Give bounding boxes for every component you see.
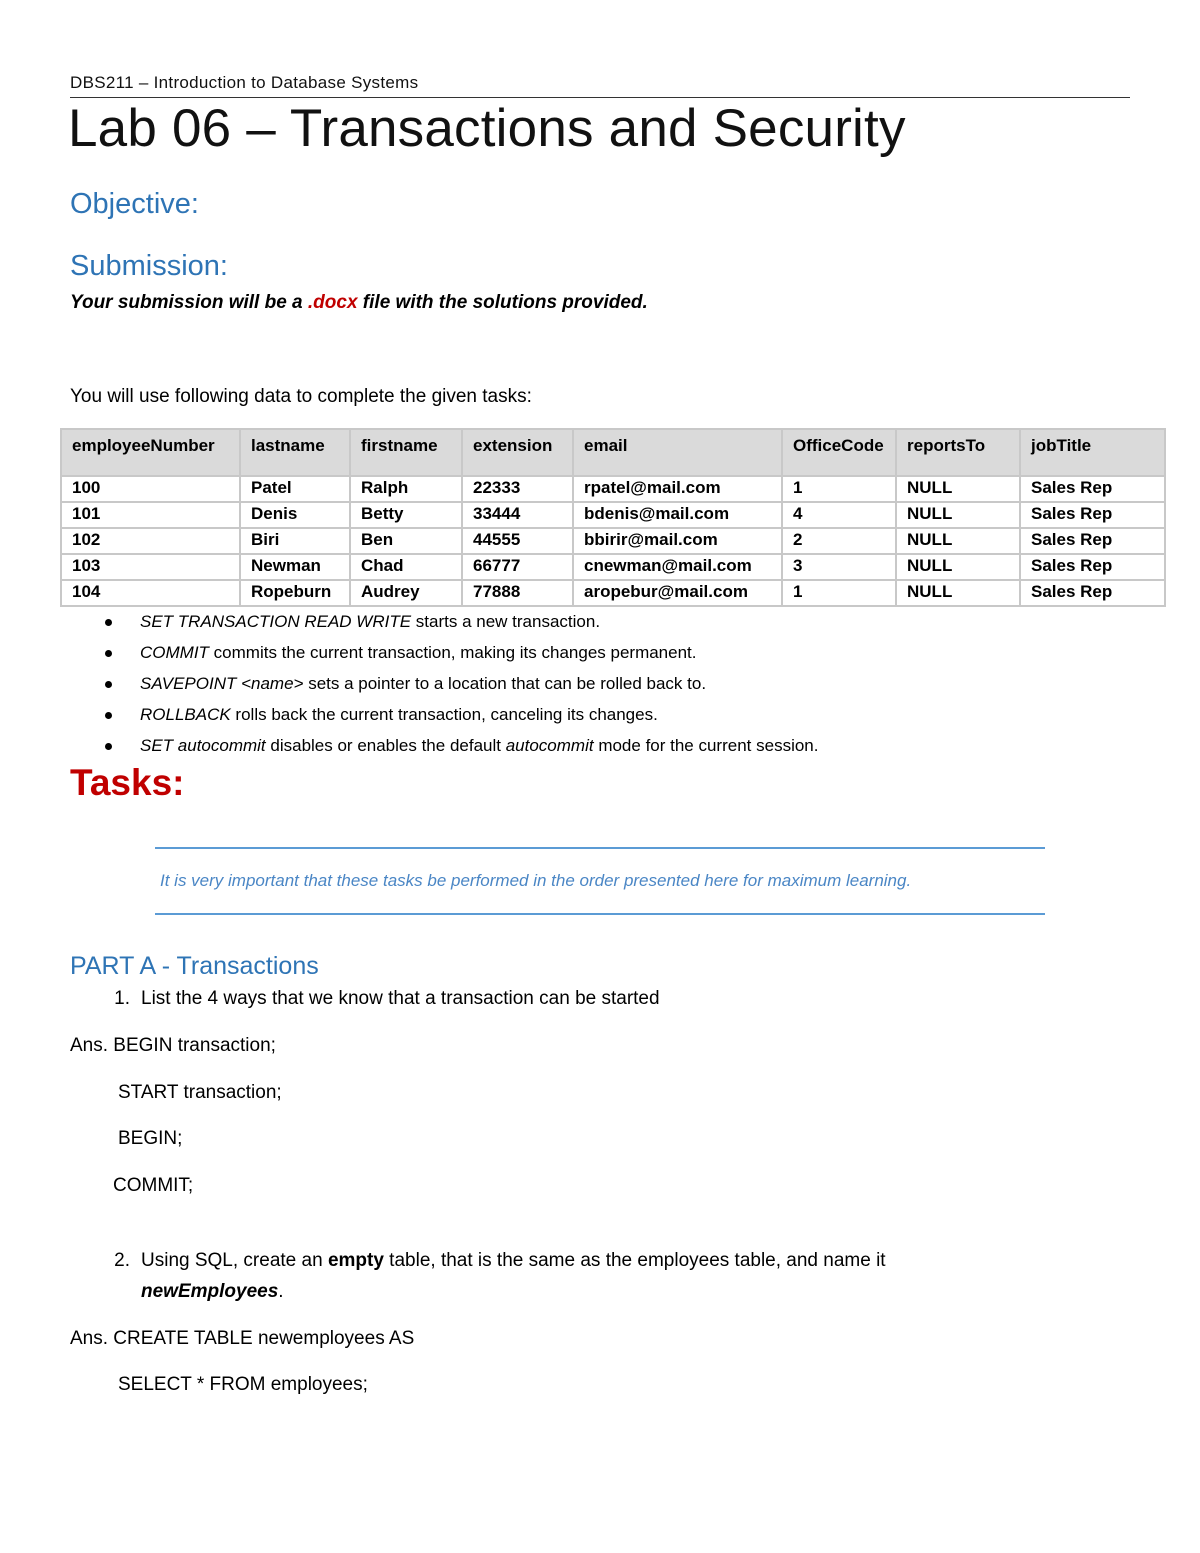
column-header: lastname xyxy=(240,429,350,476)
bullet-icon xyxy=(105,681,112,688)
question-text-part: Using SQL, create an xyxy=(141,1250,328,1271)
submission-note-suffix: file with the solutions provided. xyxy=(357,292,648,313)
command-description: disables or enables the default xyxy=(265,736,506,755)
table-cell: bdenis@mail.com xyxy=(573,502,782,528)
table-cell: 33444 xyxy=(462,502,573,528)
employees-table xyxy=(60,428,1166,607)
list-item xyxy=(100,608,818,639)
column-header: reportsTo xyxy=(896,429,1020,476)
command-description: commits the current transaction, making its changes permanent. xyxy=(208,643,697,662)
list-item xyxy=(100,701,818,732)
table-row xyxy=(61,580,1165,606)
table-cell: NULL xyxy=(896,476,1020,502)
table-cell: Sales Rep xyxy=(1020,502,1165,528)
table-cell: Sales Rep xyxy=(1020,476,1165,502)
tasks-heading: Tasks: xyxy=(70,762,185,803)
question-text xyxy=(141,1250,886,1272)
table-cell: NULL xyxy=(896,554,1020,580)
table-cell: cnewman@mail.com xyxy=(573,554,782,580)
table-name-emphasis: newEmployees xyxy=(141,1281,279,1302)
answer-line: START transaction; xyxy=(118,1082,282,1103)
table-cell: aropebur@mail.com xyxy=(573,580,782,606)
part-a-heading: PART A - Transactions xyxy=(70,952,319,980)
table-cell: NULL xyxy=(896,580,1020,606)
table-cell: 2 xyxy=(782,528,896,554)
question-number: 1. xyxy=(114,988,130,1009)
command-name: SET TRANSACTION READ WRITE xyxy=(140,612,412,631)
table-cell: 4 xyxy=(782,502,896,528)
column-header: jobTitle xyxy=(1020,429,1165,476)
column-header: OfficeCode xyxy=(782,429,896,476)
course-header: DBS211 – Introduction to Database Systems xyxy=(70,73,419,92)
table-cell: Patel xyxy=(240,476,350,502)
intro-text: You will use following data to complete the given tasks: xyxy=(70,386,532,407)
table-row xyxy=(61,554,1165,580)
answer-line: Ans. BEGIN transaction; xyxy=(70,1035,276,1056)
submission-note-prefix: Your submission will be a xyxy=(70,292,308,313)
list-item xyxy=(100,732,818,763)
table-cell: bbirir@mail.com xyxy=(573,528,782,554)
answer-line: Ans. CREATE TABLE newemployees AS xyxy=(70,1328,415,1349)
table-cell: 104 xyxy=(61,580,240,606)
table-cell: 3 xyxy=(782,554,896,580)
answer-line: COMMIT; xyxy=(113,1175,194,1196)
submission-heading: Submission: xyxy=(70,250,228,282)
table-row xyxy=(61,476,1165,502)
command-name: ROLLBACK xyxy=(140,705,231,724)
submission-note xyxy=(70,292,648,314)
answer-line: BEGIN; xyxy=(118,1128,183,1149)
column-header: email xyxy=(573,429,782,476)
command-description: starts a new transaction. xyxy=(411,612,601,631)
answer-line: SELECT * FROM employees; xyxy=(118,1374,368,1395)
table-cell: 102 xyxy=(61,528,240,554)
column-header: extension xyxy=(462,429,573,476)
command-name: COMMIT xyxy=(140,643,209,662)
bullet-icon xyxy=(105,743,112,750)
table-cell: Ropeburn xyxy=(240,580,350,606)
table-cell: Sales Rep xyxy=(1020,580,1165,606)
table-cell: 1 xyxy=(782,476,896,502)
table-row xyxy=(61,528,1165,554)
docx-highlight: .docx xyxy=(307,292,358,313)
column-header: firstname xyxy=(350,429,462,476)
table-cell: Betty xyxy=(350,502,462,528)
table-cell: Ben xyxy=(350,528,462,554)
quote-top-rule xyxy=(155,847,1045,849)
question-text-bold: empty xyxy=(327,1250,384,1271)
bullet-icon xyxy=(105,619,112,626)
command-name: SAVEPOINT <name> xyxy=(140,674,304,693)
table-cell: Biri xyxy=(240,528,350,554)
table-cell: rpatel@mail.com xyxy=(573,476,782,502)
table-cell: Chad xyxy=(350,554,462,580)
question-text-line2 xyxy=(141,1281,284,1303)
table-cell: NULL xyxy=(896,502,1020,528)
table-cell: 44555 xyxy=(462,528,573,554)
question-text-part: table, that is the same as the employees table, and name it xyxy=(383,1250,886,1271)
command-description: sets a pointer to a location that can be rolled back to. xyxy=(303,674,707,693)
command-description: mode for the current session. xyxy=(593,736,819,755)
table-cell: Sales Rep xyxy=(1020,554,1165,580)
table-cell: 77888 xyxy=(462,580,573,606)
column-header: employeeNumber xyxy=(61,429,240,476)
table-cell: 66777 xyxy=(462,554,573,580)
sql-commands-list xyxy=(100,608,818,763)
table-cell: Audrey xyxy=(350,580,462,606)
bullet-icon xyxy=(105,650,112,657)
table-cell: 100 xyxy=(61,476,240,502)
table-cell: 1 xyxy=(782,580,896,606)
list-item xyxy=(100,639,818,670)
command-description: rolls back the current transaction, canceling its changes. xyxy=(230,705,658,724)
command-name: SET autocommit xyxy=(140,736,266,755)
list-item xyxy=(100,670,818,701)
table-header-row xyxy=(61,429,1165,476)
question-text: List the 4 ways that we know that a transaction can be started xyxy=(141,988,660,1009)
table-cell: Ralph xyxy=(350,476,462,502)
important-note: It is very important that these tasks be performed in the order presented here for maximum learning. xyxy=(160,871,912,890)
table-cell: NULL xyxy=(896,528,1020,554)
question-number: 2. xyxy=(114,1250,130,1271)
table-cell: 22333 xyxy=(462,476,573,502)
table-cell: 101 xyxy=(61,502,240,528)
table-cell: 103 xyxy=(61,554,240,580)
command-name: autocommit xyxy=(505,736,594,755)
table-cell: Sales Rep xyxy=(1020,528,1165,554)
page-title: Lab 06 – Transactions and Security xyxy=(68,99,906,158)
bullet-icon xyxy=(105,712,112,719)
quote-bottom-rule xyxy=(155,913,1045,915)
table-row xyxy=(61,502,1165,528)
table-cell: Newman xyxy=(240,554,350,580)
question-text-part: . xyxy=(278,1281,284,1302)
table-cell: Denis xyxy=(240,502,350,528)
objective-heading: Objective: xyxy=(70,188,199,220)
